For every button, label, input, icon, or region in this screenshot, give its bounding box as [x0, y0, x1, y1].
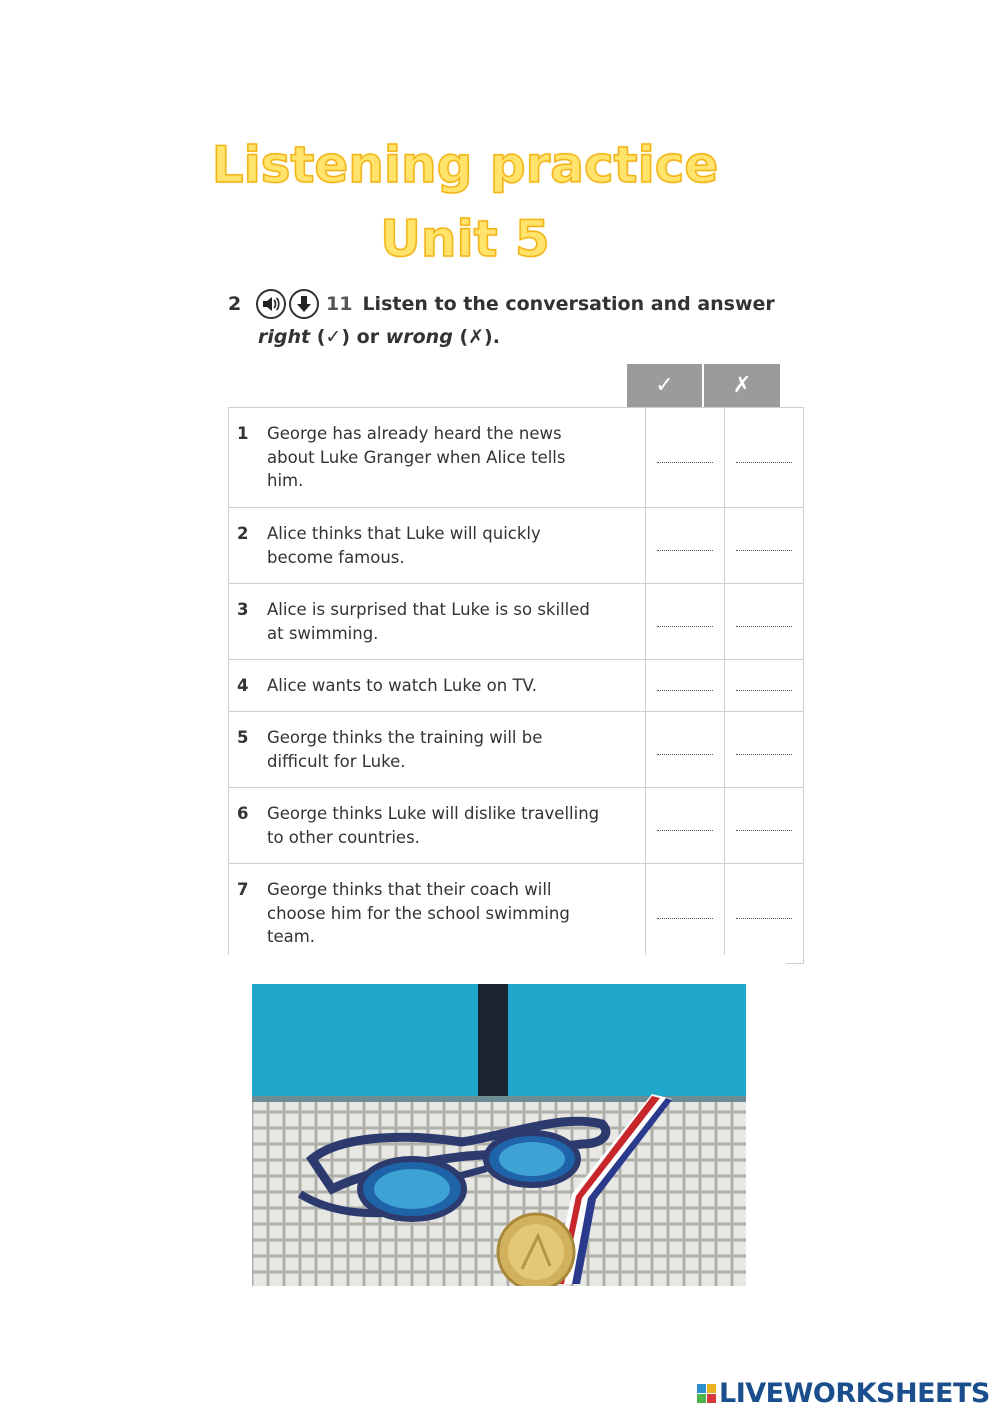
question-number: 4: [237, 675, 249, 695]
answer-blank-wrong[interactable]: [736, 625, 792, 627]
question-text: Alice is surprised that Luke is so skilled at swimming.: [267, 600, 590, 643]
table-row: [229, 584, 804, 660]
table-cutoff: [226, 955, 786, 965]
question-text: George thinks Luke will dislike travelling to other countries.: [267, 804, 600, 847]
header-wrong-column: ✗: [704, 364, 780, 407]
brand-name: LIVEWORKSHEETS: [719, 1378, 990, 1409]
answer-blank-wrong[interactable]: [736, 829, 792, 831]
question-text: Alice wants to watch Luke on TV.: [267, 675, 537, 695]
answer-blank-right[interactable]: [657, 753, 713, 755]
liveworksheets-logo-icon: [697, 1384, 716, 1403]
table-row: [229, 712, 804, 788]
instruction-right-symbol: (✓): [316, 326, 351, 348]
answer-blank-wrong[interactable]: [736, 549, 792, 551]
track-number: 11: [326, 293, 353, 315]
question-number: 5: [237, 728, 249, 747]
instruction-wrong: wrong: [385, 326, 453, 348]
table-row: [229, 660, 804, 712]
question-text: Alice thinks that Luke will quickly become famous.: [267, 524, 541, 567]
answer-blank-wrong[interactable]: [736, 753, 792, 755]
download-icon[interactable]: [289, 289, 319, 319]
instruction-or: or: [356, 326, 380, 348]
question-text: George has already heard the news about Luke Granger when Alice tells him.: [267, 424, 566, 491]
question-table: [228, 407, 804, 964]
exercise-instruction: [228, 286, 788, 348]
question-number: 2: [237, 524, 249, 543]
speaker-icon[interactable]: [256, 289, 286, 319]
question-number: 1: [237, 424, 249, 444]
answer-blank-wrong[interactable]: [736, 461, 792, 463]
question-text: George thinks the training will be difficult for Luke.: [267, 728, 543, 771]
answer-blank-right[interactable]: [657, 917, 713, 919]
answer-blank-right[interactable]: [657, 829, 713, 831]
question-number: 7: [237, 880, 249, 900]
table-row: [229, 408, 804, 508]
instruction-right: right: [258, 326, 311, 348]
header-right-column: ✓: [627, 364, 702, 407]
table-row: [229, 508, 804, 584]
instruction-line1: Listen to the conversation and answer: [362, 293, 775, 315]
swimming-goggles-medal-photo: [252, 984, 746, 1286]
table-row: [229, 864, 804, 964]
question-text: George thinks that their coach will choose him for the school swimming team.: [267, 880, 570, 947]
answer-blank-right[interactable]: [657, 549, 713, 551]
question-number: 3: [237, 600, 249, 619]
worksheet-title: Listening practice: [211, 136, 719, 194]
answer-blank-wrong[interactable]: [736, 917, 792, 919]
question-number: 6: [237, 804, 249, 823]
liveworksheets-logo[interactable]: [697, 1378, 990, 1409]
worksheet-subtitle: Unit 5: [380, 210, 550, 268]
answer-blank-right[interactable]: [657, 461, 713, 463]
answer-blank-right[interactable]: [657, 625, 713, 627]
instruction-wrong-symbol: (✗).: [459, 326, 500, 348]
table-row: [229, 788, 804, 864]
answer-blank-wrong[interactable]: [736, 689, 792, 691]
answer-blank-right[interactable]: [657, 689, 713, 691]
exercise-number: 2: [228, 293, 242, 315]
